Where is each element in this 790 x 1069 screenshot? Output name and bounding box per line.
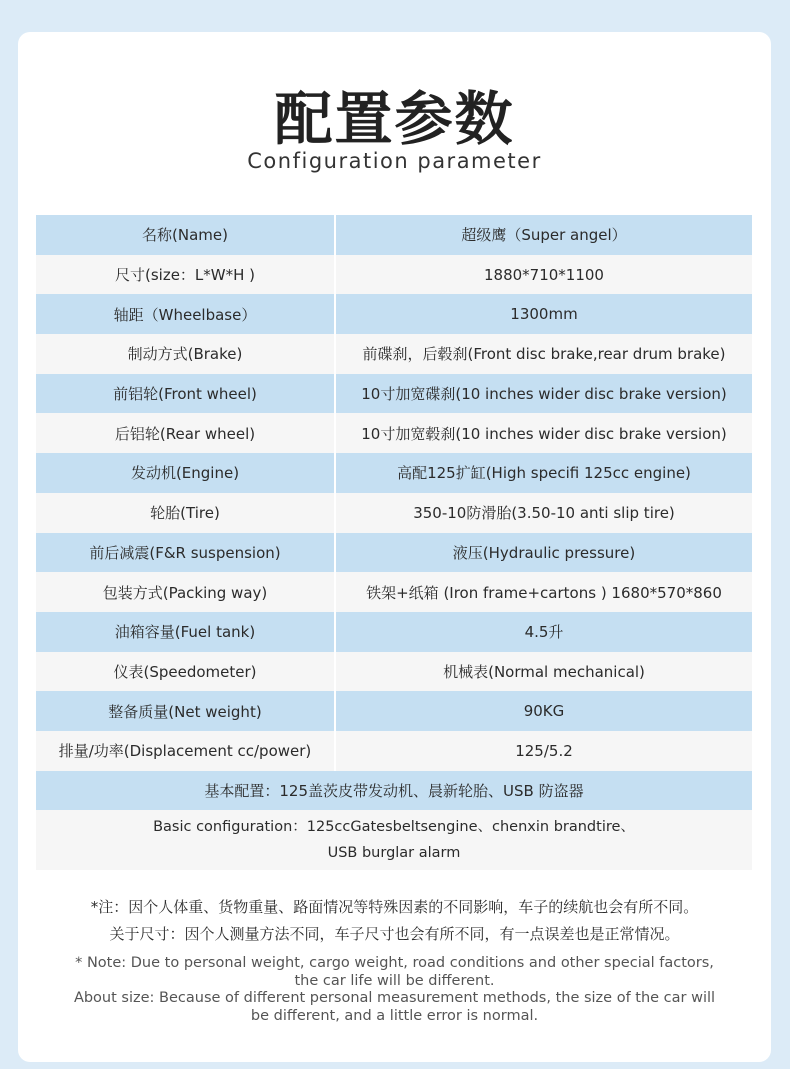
table-row: [36, 731, 752, 771]
basic-config-en-line1: Basic configuration：125ccGatesbeltsengine、chenxin brandtire、: [153, 819, 635, 836]
table-row: [36, 612, 752, 652]
spec-key: 油箱容量(Fuel tank): [36, 612, 336, 652]
note-en-line1: * Note: Due to personal weight, cargo weight, road conditions and other special factors,: [75, 955, 714, 971]
spec-key: 发动机(Engine): [36, 453, 336, 493]
spec-value: 前碟刹，后毂刹(Front disc brake,rear drum brake): [362, 345, 726, 364]
note-en: [18, 955, 771, 1025]
table-row: [36, 533, 752, 573]
spec-key: 名称(Name): [36, 215, 336, 255]
spec-key: 前铝轮(Front wheel): [36, 374, 336, 414]
table-row: [36, 334, 752, 374]
table-row: [36, 453, 752, 493]
spec-key: 仪表(Speedometer): [36, 652, 336, 692]
basic-config-row: [36, 771, 752, 811]
table-row: [36, 413, 752, 453]
table-row: [36, 652, 752, 692]
note-cn-line2: 关于尺寸：因个人测量方法不同，车子尺寸也会有所不同，有一点误差也是正常情况。: [109, 925, 680, 943]
spec-key: 整备质量(Net weight): [36, 691, 336, 731]
table-row: [36, 374, 752, 414]
spec-value: 125/5.2: [515, 741, 573, 760]
table-row: [36, 691, 752, 731]
spec-key: 后铝轮(Rear wheel): [36, 413, 336, 453]
basic-config-cn: 基本配置：125盖茨皮带发动机、晨新轮胎、USB 防盗器: [204, 781, 584, 800]
spec-value: 1880*710*1100: [484, 265, 604, 284]
spec-value: 4.5升: [524, 623, 564, 642]
note-cn-line1: *注：因个人体重、货物重量、路面情况等特殊因素的不同影响，车子的续航也会有所不同。: [90, 898, 699, 916]
spec-value: 1300mm: [510, 305, 578, 324]
spec-value: 机械表(Normal mechanical): [443, 662, 645, 681]
spec-value: 10寸加宽毂刹(10 inches wider disc brake version): [361, 424, 727, 443]
table-row: [36, 255, 752, 295]
spec-card: [18, 32, 771, 1062]
note-en-line2: the car life will be different.: [294, 972, 495, 989]
basic-config-en-row: [36, 810, 752, 870]
basic-config-en: [36, 810, 752, 870]
spec-value: 铁架+纸箱 (Iron frame+cartons ) 1680*570*860: [366, 583, 722, 602]
spec-value: 高配125扩缸(High specifi 125cc engine): [397, 464, 691, 483]
note-en-line4: be different, and a little error is normal.: [250, 1007, 539, 1024]
spec-value: 10寸加宽碟刹(10 inches wider disc brake version): [361, 385, 727, 404]
spec-key: 排量/功率(Displacement cc/power): [36, 731, 336, 771]
spec-value: 液压(Hydraulic pressure): [452, 543, 636, 562]
spec-key: 制动方式(Brake): [36, 334, 336, 374]
spec-value: 350-10防滑胎(3.50-10 anti slip tire): [413, 504, 675, 523]
page-subtitle: Configuration parameter: [247, 149, 542, 173]
spec-key: 前后减震(F&R suspension): [36, 533, 336, 573]
note-en-line3: About size: Because of different personal measurement methods, the size of the car will: [73, 990, 716, 1006]
note-cn: [18, 894, 771, 948]
page-title: 配置参数: [274, 85, 515, 153]
basic-config-en-line2: USB burglar alarm: [327, 845, 461, 862]
spec-key: 轴距（Wheelbase）: [36, 294, 336, 334]
spec-key: 尺寸(size：L*W*H ): [36, 255, 336, 295]
table-row: [36, 572, 752, 612]
spec-value: 超级鹰（Super angel）: [461, 226, 627, 245]
spec-table: [36, 215, 752, 870]
table-row: [36, 493, 752, 533]
table-row: [36, 215, 752, 255]
table-row: [36, 294, 752, 334]
spec-key: 包装方式(Packing way): [36, 572, 336, 612]
spec-key: 轮胎(Tire): [36, 493, 336, 533]
spec-value: 90KG: [523, 702, 565, 721]
